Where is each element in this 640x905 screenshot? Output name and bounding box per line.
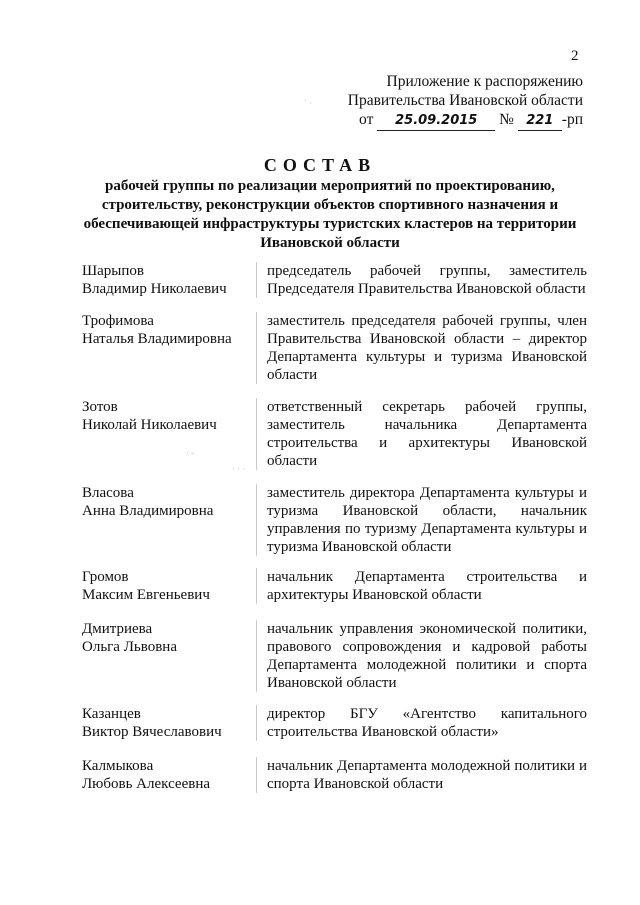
member-row <box>82 705 587 741</box>
member-name <box>82 398 254 470</box>
column-divider <box>256 312 257 384</box>
member-name <box>82 312 254 384</box>
member-given-names: Наталья Владимировна <box>82 331 232 347</box>
member-surname: Казанцев <box>82 706 141 722</box>
member-given-names: Любовь Алексеевна <box>82 776 210 792</box>
appendix-line-3 <box>348 110 583 131</box>
number-label: № <box>499 111 514 128</box>
appendix-line-2: Правительства Ивановской области <box>347 92 583 109</box>
member-name <box>82 620 254 692</box>
document-subtitle: рабочей группы по реализации мероприятий по проектированию, строительству, реконструкции объектов спортивного назначения и обеспечивающей инфраструктуры туристских кластеров на территории Ивановской области <box>83 178 577 251</box>
column-divider <box>256 262 257 298</box>
number-suffix: -рп <box>561 111 583 128</box>
scan-speck: · - <box>186 448 195 458</box>
document-title: СОСТАВ <box>263 155 377 175</box>
member-row <box>82 620 587 692</box>
member-given-names: Ольга Львовна <box>82 639 177 655</box>
member-role: директор БГУ «Агентство капитального строительства Ивановской области» <box>267 706 587 740</box>
page-number: 2 <box>571 48 579 64</box>
column-divider <box>256 398 257 470</box>
member-row <box>82 484 587 556</box>
from-label: от <box>359 111 374 128</box>
column-divider <box>256 484 257 556</box>
member-row <box>82 312 587 384</box>
member-role: заместитель председателя рабочей группы, член Правительства Ивановской области – директор Департамента культуры и туризма Ивановской области <box>267 313 587 383</box>
member-given-names: Максим Евгеньевич <box>82 587 210 603</box>
column-divider <box>256 757 257 793</box>
member-row <box>82 757 587 793</box>
member-given-names: Николай Николаевич <box>82 417 217 433</box>
member-given-names: Виктор Вячеславович <box>82 724 222 740</box>
member-role: начальник Департамента молодежной политики и спорта Ивановской области <box>267 758 587 792</box>
member-surname: Дмитриева <box>82 621 153 637</box>
member-role: ответственный секретарь рабочей группы, заместитель начальника Департамента строительства и архитектуры Ивановской области <box>267 399 587 469</box>
scan-speck: · · · <box>232 464 246 474</box>
member-name <box>82 757 254 793</box>
appendix-header <box>348 72 583 131</box>
appendix-line-1: Приложение к распоряжению <box>386 73 583 90</box>
member-role: заместитель директора Департамента культуры и туризма Ивановской области, начальник управления по туризму Департамента культуры и туризма Ивановской области <box>267 485 587 555</box>
member-given-names: Владимир Николаевич <box>82 281 227 297</box>
member-surname: Власова <box>82 485 134 501</box>
handwritten-date: 25.09.2015 <box>377 111 495 131</box>
member-role: начальник Департамента строительства и архитектуры Ивановской области <box>267 569 587 603</box>
member-surname: Шарыпов <box>82 263 144 279</box>
member-row <box>82 398 587 470</box>
member-row <box>82 262 587 298</box>
member-surname: Калмыкова <box>82 758 154 774</box>
scan-speck: ` · <box>304 98 313 108</box>
column-divider <box>256 568 257 604</box>
member-surname: Зотов <box>82 399 118 415</box>
member-given-names: Анна Владимировна <box>82 503 214 519</box>
column-divider <box>256 620 257 692</box>
member-name <box>82 262 254 298</box>
member-role: начальник управления экономической политики, правового сопровождения и кадровой работы Департамента молодежной политики и спорта Ивановской области <box>267 621 587 691</box>
member-surname: Трофимова <box>82 313 154 329</box>
member-name <box>82 705 254 741</box>
member-name <box>82 484 254 556</box>
member-row <box>82 568 587 604</box>
member-role: председатель рабочей группы, заместитель Председателя Правительства Ивановской области <box>267 263 587 297</box>
member-name <box>82 568 254 604</box>
member-surname: Громов <box>82 569 129 585</box>
handwritten-number: 221 <box>518 111 562 131</box>
column-divider <box>256 705 257 741</box>
